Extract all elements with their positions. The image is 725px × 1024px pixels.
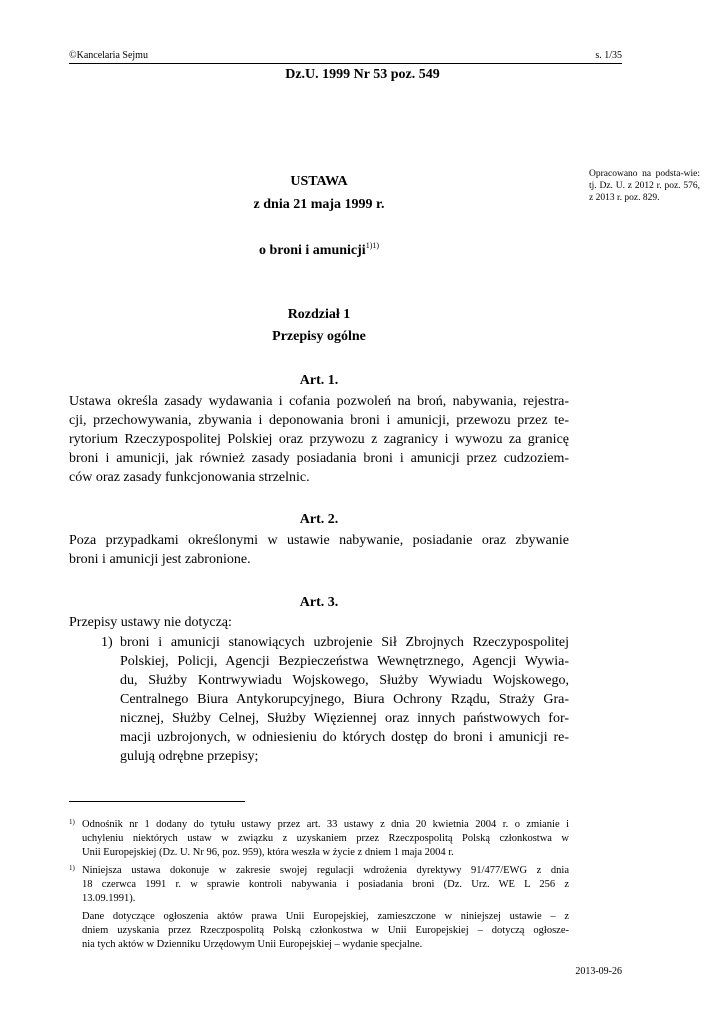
publisher-label: ©Kancelaria Sejmu (69, 50, 148, 61)
page-header (69, 50, 622, 64)
act-type: USTAWA (290, 174, 348, 189)
act-date: z dnia 21 maja 1999 r. (253, 197, 385, 212)
footnote-line: Unii Europejskiej (Dz. U. Nr 96, poz. 959), która weszła w życie z dniem 1 maja 2004 r. (82, 847, 454, 858)
art2-line: Poza przypadkami określonymi w ustawie nabywanie, posiadanie oraz zbywanie (69, 533, 569, 548)
art3-intro-line: Przepisy ustawy nie dotyczą: (69, 615, 232, 630)
footnote-line: Dane dotyczące ogłoszenia aktów prawa Unii Europejskiej, zamieszczone w niniejszej ustawie – z (82, 911, 569, 922)
footnote-line: uchyleniu niektórych ustaw w związku z uzyskaniem przez Rzeczpospolitą Polską członkostwa w (82, 833, 569, 844)
footnote-mark: 1) (69, 818, 75, 826)
act-title (69, 236, 569, 261)
footnote-line: 18 czerwca 1991 r. w sprawie kontroli nabywania i posiadania broni (Dz. Urz. WE L 256 z (82, 879, 569, 890)
footnote-1 (69, 818, 569, 860)
footnote-text (82, 818, 569, 860)
item-line: nicznej, Służby Celnej, Służby Więziennej oraz innych państwowych for- (120, 711, 569, 726)
footnote-line: Niniejsza ustawa dokonuje w zakresie swojej regulacji wdrożenia dyrektywy 91/477/EWG z dnia (82, 865, 569, 876)
footnote-2 (69, 864, 569, 906)
art1-line: cji, przechowywania, zbywania i deponowania broni i amunicji, przewozu przez te- (69, 413, 569, 428)
chapter-title: Przepisy ogólne (272, 329, 366, 344)
footnote-3 (69, 910, 569, 952)
footnote-line: nia tych aktów w Dzienniku Urzędowym Unii Europejskiej – wydanie specjalne. (82, 939, 423, 950)
item-number: 1) (101, 635, 113, 650)
item-line: du, Służby Kontrwywiadu Wojskowego, Służby Wywiadu Wojskowego, (120, 673, 569, 688)
journal-reference: Dz.U. 1999 Nr 53 poz. 549 (285, 67, 440, 82)
item-line: Centralnego Biura Antykorupcyjnego, Biura Ochrony Rządu, Straży Gra- (120, 692, 569, 707)
art1-text (69, 392, 569, 487)
art3-intro (69, 613, 569, 632)
footnote-text (82, 864, 569, 906)
item-line: macji uzbrojonych, w odniesieniu do których dostęp do broni i amunicji re- (120, 730, 569, 745)
footnote-text (82, 910, 569, 952)
footnote-separator (69, 801, 245, 802)
page-number: s. 1/35 (595, 50, 622, 61)
chapter-label: Rozdział 1 (287, 307, 351, 322)
footnote-line: 13.09.1991). (82, 893, 136, 904)
footnote-line: dniem uzyskania przez Rzeczpospolitą Polską członkostwa w Unii Europejskiej – dotyczą ogłosze- (82, 925, 569, 936)
footer-date: 2013-09-26 (575, 966, 622, 977)
item-line: Polskiej, Policji, Agencji Bezpieczeństwa Wewnętrznego, Agencji Wywia- (120, 654, 569, 669)
item-line: broni i amunicji stanowiących uzbrojenie Sił Zbrojnych Rzeczypospolitej (120, 635, 569, 650)
art2-heading: Art. 2. (299, 512, 339, 527)
act-title-text: o broni i amunicji (258, 243, 366, 258)
art1-line: rytorium Rzeczypospolitej Polskiej oraz przywozu z zagranicy i wywozu za granicę (69, 432, 569, 447)
footnote-line: Odnośnik nr 1 dodany do tytułu ustawy przez art. 33 ustawy z dnia 20 kwietnia 2004 r. o zmianie i (82, 819, 569, 830)
item-line: gulują odrębne przepisy; (120, 749, 259, 764)
art1-heading: Art. 1. (299, 373, 339, 388)
art1-line: ców oraz zasady funkcjonowania strzelnic. (69, 470, 310, 485)
art2-text (69, 531, 569, 569)
item-body (120, 633, 569, 766)
art1-line: broni i amunicji, jak również zasady posiadania broni i amunicji przez cudzoziem- (69, 451, 569, 466)
art2-line: broni i amunicji jest zabronione. (69, 552, 251, 567)
side-note: Opracowano na podsta-wie: tj. Dz. U. z 2012 r. poz. 576, z 2013 r. poz. 829. (589, 169, 700, 203)
act-title-footnote-marks: 1)1) (365, 241, 380, 250)
art1-line: Ustawa określa zasady wydawania i cofania pozwoleń na broń, nabywania, rejestra- (69, 394, 569, 409)
art3-heading: Art. 3. (299, 595, 339, 610)
footnote-mark: 1) (69, 864, 75, 872)
art3-item-1 (101, 633, 569, 766)
